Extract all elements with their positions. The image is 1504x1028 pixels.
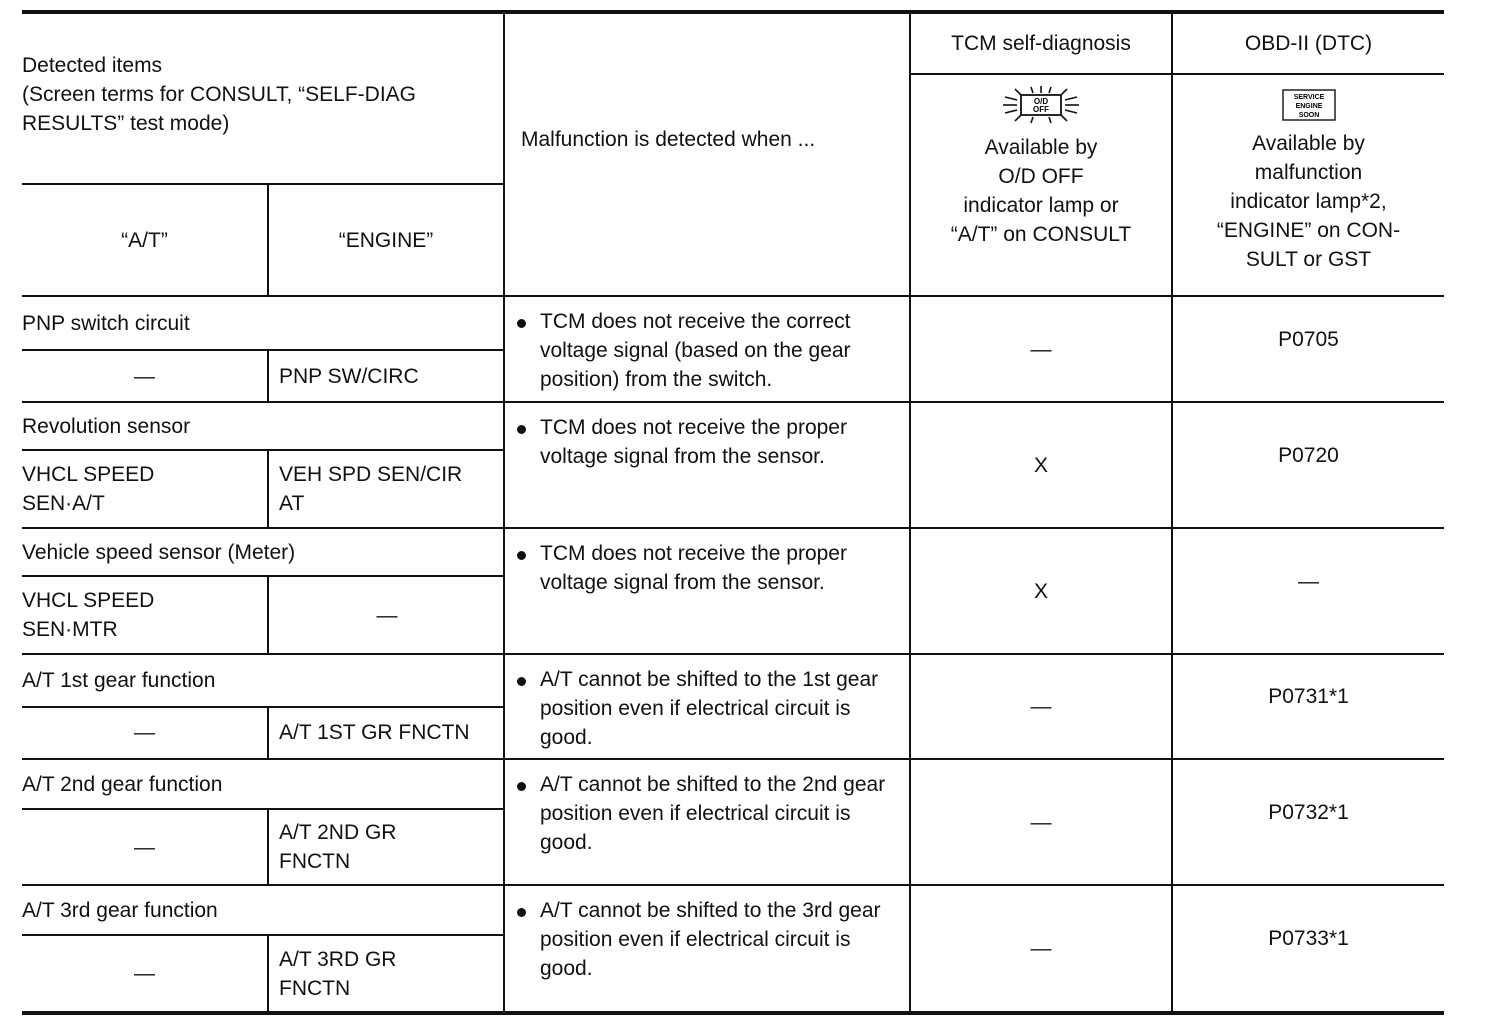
tcm-cell [910, 759, 1172, 885]
engine-screen-term-text: PNP SW/CIRC [279, 364, 419, 388]
tcm-cell [910, 528, 1172, 654]
svg-text:SERVICE: SERVICE [1293, 94, 1324, 101]
detected-item-cell [22, 402, 504, 450]
engine-screen-term [268, 809, 504, 885]
table-header [22, 12, 1444, 296]
obd-desc-text: Available by malfunction indicator lamp*2, “ENGINE” on CON- SULT or GST [1216, 132, 1401, 271]
obd-desc-cell [1172, 74, 1444, 296]
obd-value: P0733*1 [1268, 927, 1349, 950]
engine-screen-term [268, 935, 504, 1013]
engine-col-label: “ENGINE” [338, 228, 434, 252]
detected-item-label: A/T 1st gear function [22, 668, 216, 692]
malfunction-text: TCM does not receive the proper voltage signal from the sensor. [540, 542, 847, 594]
table-row [22, 885, 1444, 935]
obd-cell [1172, 402, 1444, 528]
engine-screen-term-text: A/T 1ST GR FNCTN [279, 721, 470, 745]
malfunction-text: A/T cannot be shifted to the 3rd gear position even if electrical circuit is good. [540, 899, 881, 980]
tcm-value: — [1030, 337, 1052, 361]
at-screen-term [22, 350, 268, 402]
detected-item-label: A/T 3rd gear function [22, 898, 218, 922]
engine-screen-term [268, 576, 504, 654]
malfunction-cell [504, 528, 910, 654]
tcm-cell [910, 654, 1172, 759]
engine-screen-term [268, 707, 504, 760]
obd-cell [1172, 296, 1444, 402]
table-row [22, 759, 1444, 809]
at-screen-term [22, 576, 268, 654]
engine-screen-term-text: A/T 2ND GR FNCTN [279, 821, 397, 873]
obd-cell [1172, 759, 1444, 885]
table-row [22, 296, 1444, 350]
malfunction-bullet [505, 760, 909, 863]
bullet-dot-icon [517, 677, 526, 686]
svg-text:O/D: O/D [1033, 97, 1049, 106]
at-screen-term [22, 935, 268, 1013]
at-screen-term-text: — [134, 962, 155, 985]
engine-screen-term [268, 350, 504, 402]
malfunction-cell [504, 296, 910, 402]
at-screen-term-text: — [134, 835, 155, 859]
tcm-cell [910, 885, 1172, 1013]
detected-item-cell [22, 528, 504, 576]
at-col-header [22, 184, 268, 296]
tcm-desc-text: Available by O/D OFF indicator lamp or “A/T” on CONSULT [950, 136, 1132, 246]
obd-cell [1172, 528, 1444, 654]
malfunction-text: A/T cannot be shifted to the 2nd gear position even if electrical circuit is good. [540, 773, 886, 854]
malfunction-bullet [505, 886, 909, 989]
engine-col-header [268, 184, 504, 296]
bullet-dot-icon [517, 782, 526, 791]
at-screen-term [22, 707, 268, 760]
engine-screen-term-text: — [376, 603, 398, 627]
od-off-lamp-icon [911, 85, 1171, 125]
bullet-dot-icon [517, 908, 526, 917]
service-engine-soon-lamp-icon [1173, 89, 1444, 121]
engine-screen-term-text: A/T 3RD GR FNCTN [279, 947, 397, 1000]
bullet-dot-icon [517, 319, 526, 328]
at-screen-term [22, 450, 268, 528]
detected-item-cell [22, 654, 504, 707]
tcm-desc-cell [910, 74, 1172, 296]
at-screen-term-text: VHCL SPEED SEN·A/T [22, 463, 155, 515]
table-row [22, 654, 1444, 707]
engine-screen-term [268, 450, 504, 528]
tcm-value: — [1030, 810, 1052, 834]
obd-value: P0731*1 [1268, 685, 1349, 708]
detected-item-cell [22, 296, 504, 350]
malfunction-header [504, 12, 910, 296]
tcm-header-label: TCM self-diagnosis [951, 32, 1131, 55]
svg-text:OFF: OFF [1033, 105, 1049, 114]
engine-screen-term-text: VEH SPD SEN/CIR AT [279, 463, 463, 515]
detected-items-header [22, 12, 504, 184]
svg-text:ENGINE: ENGINE [1295, 103, 1322, 110]
tcm-value: — [1030, 937, 1052, 960]
detected-item-label: A/T 2nd gear function [22, 772, 223, 796]
table-row [22, 528, 1444, 576]
at-screen-term-text: — [134, 364, 155, 388]
at-col-label: “A/T” [121, 228, 168, 252]
malfunction-header-label: Malfunction is detected when ... [521, 127, 816, 151]
malfunction-bullet [505, 297, 909, 400]
svg-text:SOON: SOON [1298, 112, 1319, 119]
obd-header-label: OBD-II (DTC) [1244, 32, 1373, 55]
tcm-cell [910, 296, 1172, 402]
malfunction-bullet [505, 403, 909, 477]
table-row [22, 402, 1444, 450]
tcm-value: — [1030, 695, 1052, 718]
obd-value: P0720 [1278, 443, 1339, 467]
obd-value: P0732*1 [1268, 800, 1349, 824]
detected-item-cell [22, 885, 504, 935]
detected-item-label: Revolution sensor [22, 414, 191, 438]
detected-item-label: PNP switch circuit [22, 311, 190, 335]
malfunction-cell [504, 885, 910, 1013]
malfunction-cell [504, 759, 910, 885]
tcm-cell [910, 402, 1172, 528]
malfunction-cell [504, 402, 910, 528]
malfunction-bullet [505, 655, 909, 758]
malfunction-text: TCM does not receive the proper voltage signal from the sensor. [540, 416, 847, 468]
bullet-dot-icon [517, 425, 526, 434]
at-screen-term-text: VHCL SPEED SEN·MTR [22, 589, 155, 641]
obd-value: P0705 [1278, 327, 1339, 351]
at-screen-term [22, 809, 268, 885]
bullet-dot-icon [517, 551, 526, 560]
at-screen-term-text: — [134, 721, 155, 745]
obd-cell [1172, 885, 1444, 1013]
obd-header [1172, 12, 1444, 74]
obd-cell [1172, 654, 1444, 759]
malfunction-cell [504, 654, 910, 759]
dtc-table [22, 10, 1444, 1015]
tcm-value: X [1033, 453, 1048, 477]
tcm-value: X [1033, 579, 1048, 603]
detected-item-cell [22, 759, 504, 809]
table-body [22, 296, 1444, 1013]
malfunction-bullet [505, 529, 909, 603]
detected-items-label: Detected items (Screen terms for CONSULT, “SELF-DIAG RESULTS” test mode) [22, 54, 417, 135]
malfunction-text: A/T cannot be shifted to the 1st gear position even if electrical circuit is good. [540, 668, 879, 749]
tcm-header [910, 12, 1172, 74]
malfunction-text: TCM does not receive the correct voltage signal (based on the gear position) from the switch. [540, 310, 851, 391]
obd-value: — [1298, 569, 1319, 593]
detected-item-label: Vehicle speed sensor (Meter) [22, 540, 296, 564]
